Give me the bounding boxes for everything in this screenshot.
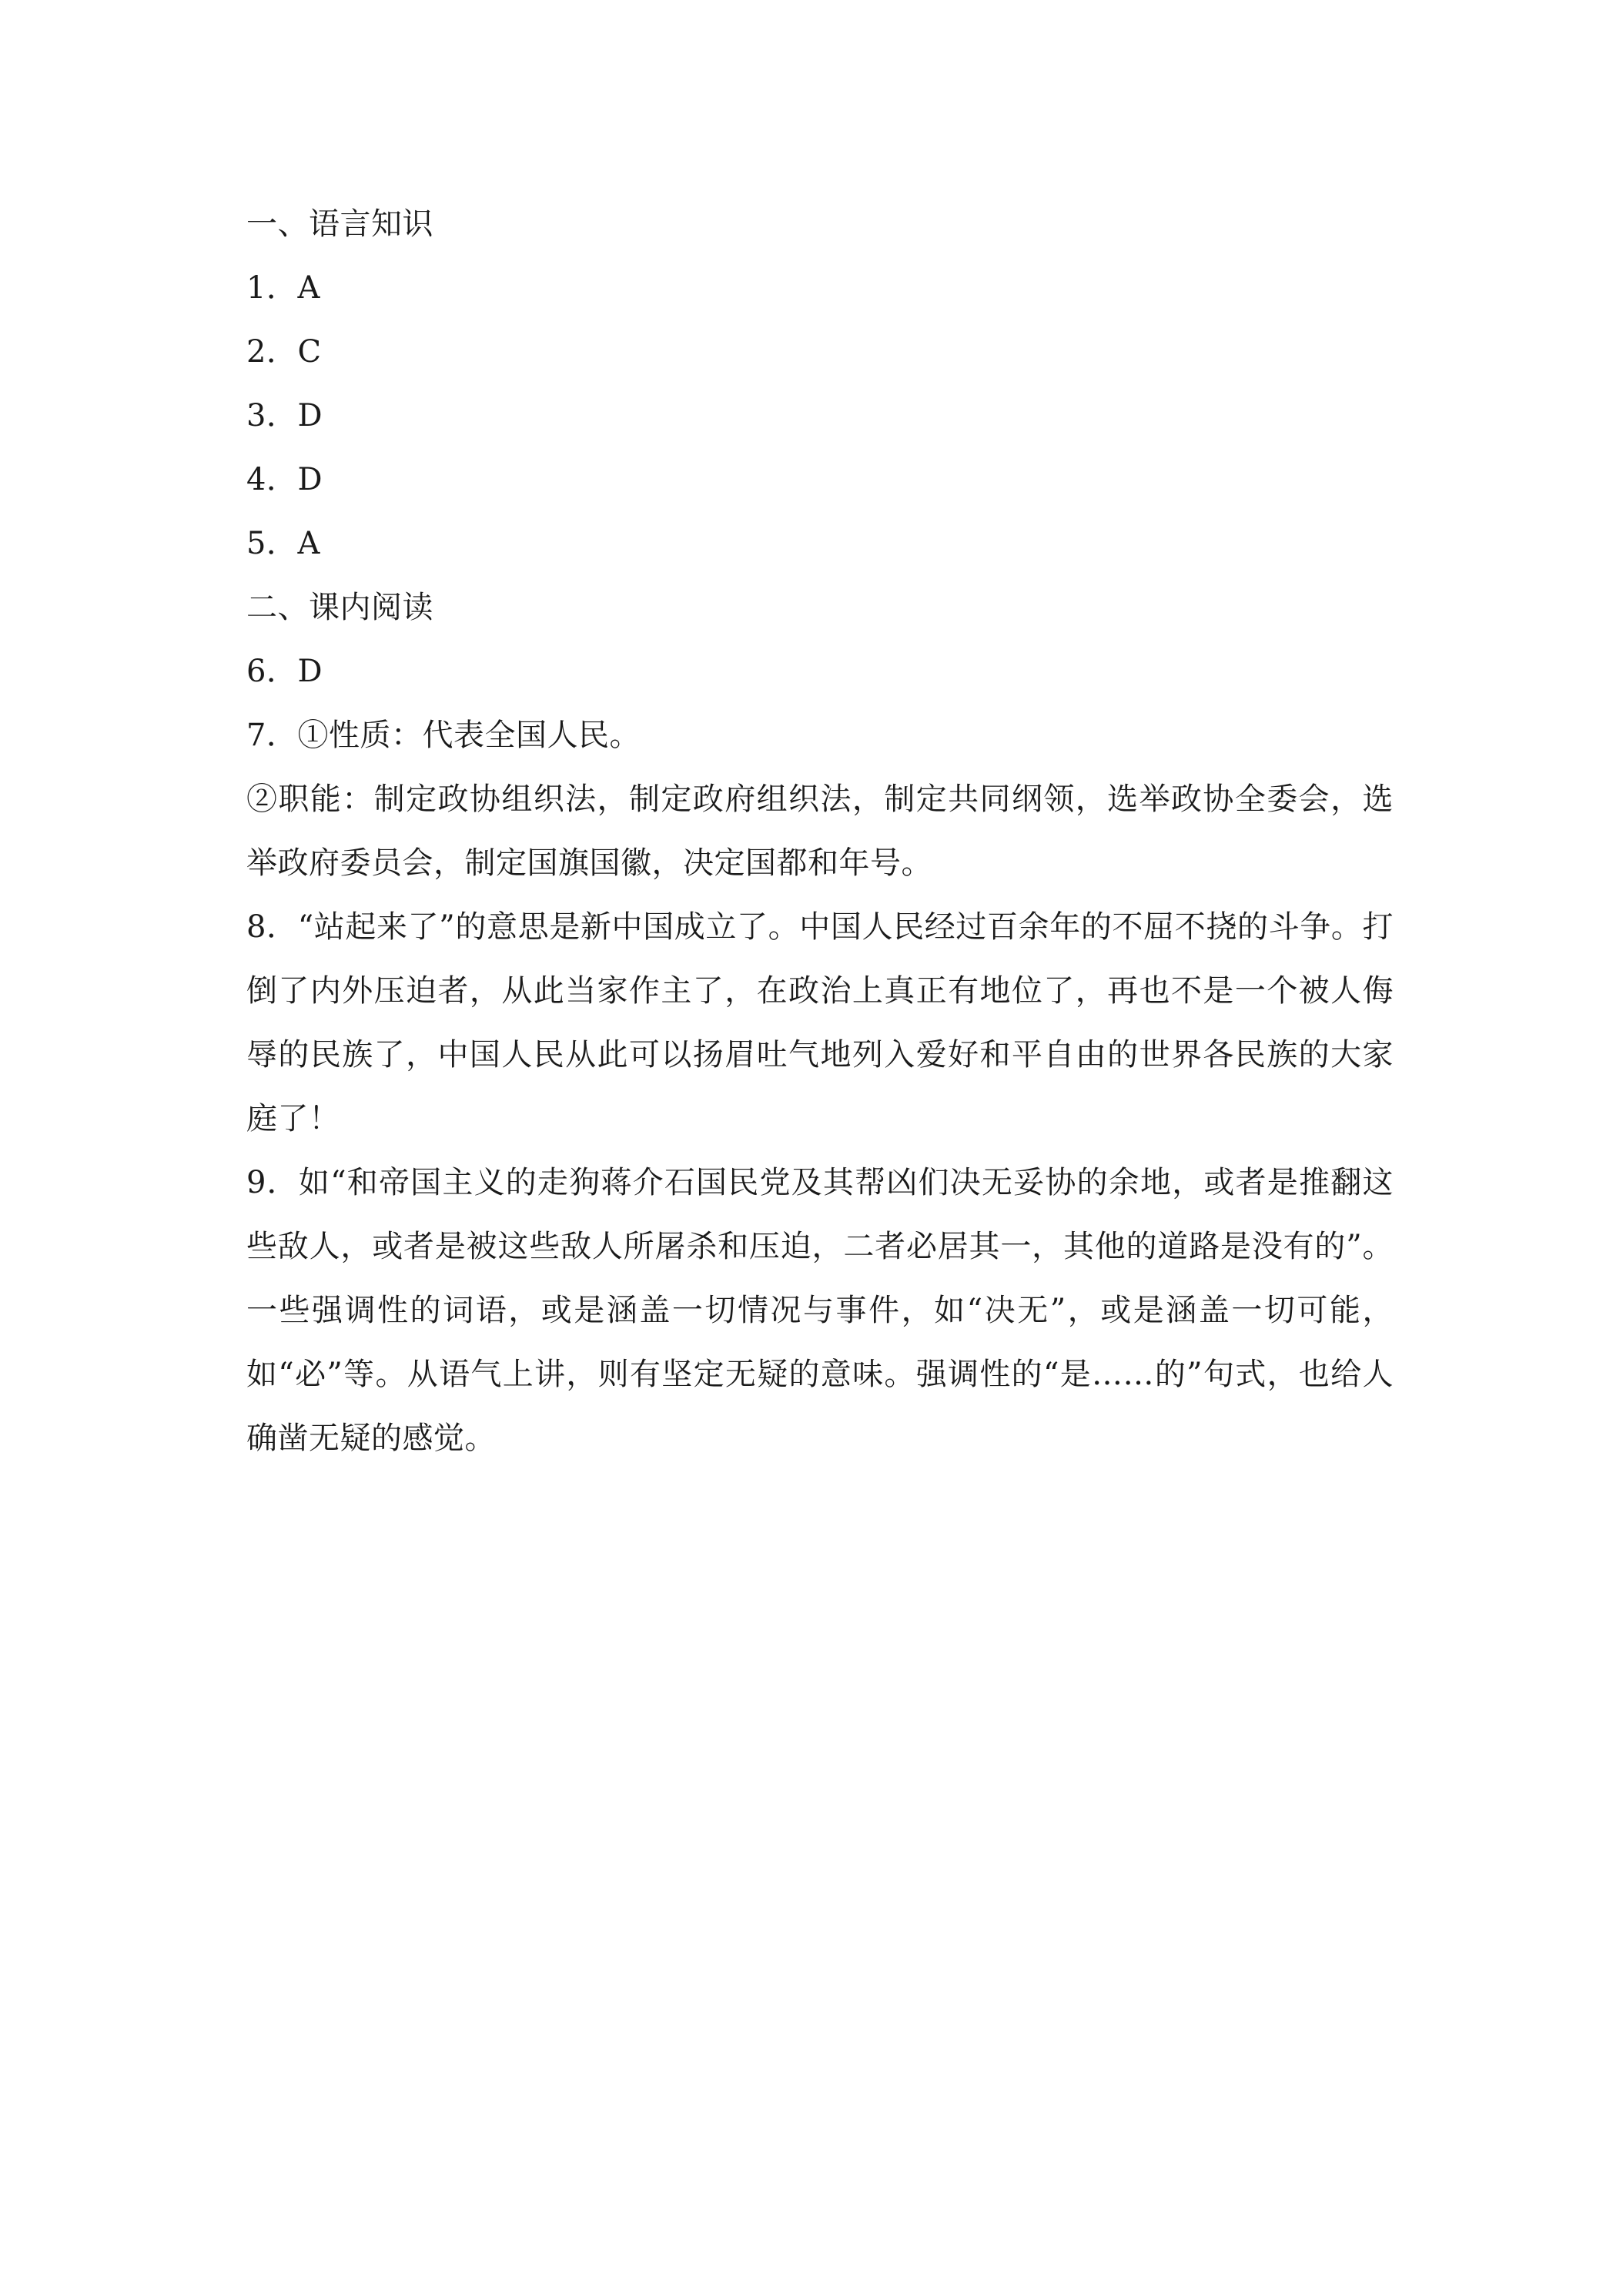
answer-5: 5．A (246, 526, 320, 561)
answer-7-nature: 7．①性质：代表全国人民。 (246, 718, 641, 753)
answer-2: 2．C (246, 334, 322, 370)
answer-7-functions: ②职能：制定政协组织法，制定政府组织法，制定共同纲领，选举政协全委会，选举政府委员会，制定国旗国徽，决定国都和年号。 (246, 782, 1394, 881)
answer-document (246, 192, 1394, 1471)
answer-8: 8．“站起来了”的意思是新中国成立了。中国人民经过百余年的不屈不挠的斗争。打倒了内外压迫者，从此当家作主了，在政治上真正有地位了，再也不是一个被人侮辱的民族了，中国人民从此可以扬眉吐气地列入爱好和平自由的世界各民族的大家庭了！ (246, 909, 1394, 1136)
answer-9: 9．如“和帝国主义的走狗蒋介石国民党及其帮凶们决无妥协的余地，或者是推翻这些敌人，或者是被这些敌人所屠杀和压迫，二者必居其一，其他的道路是没有的”。一些强调性的词语，或是涵盖一切情况与事件，如“决无”，或是涵盖一切可能，如“必”等。从语气上讲，则有坚定无疑的意味。强调性的“是……的”句式，也给人确凿无疑的感觉。 (246, 1165, 1394, 1456)
answer-6: 6．D (246, 654, 323, 689)
answer-4: 4．D (246, 462, 323, 497)
section-heading-in-class-reading: 二、课内阅读 (246, 590, 433, 625)
answer-3: 3．D (246, 398, 323, 433)
section-heading-language-knowledge: 一、语言知识 (246, 206, 433, 242)
answer-1: 1．A (246, 270, 320, 306)
